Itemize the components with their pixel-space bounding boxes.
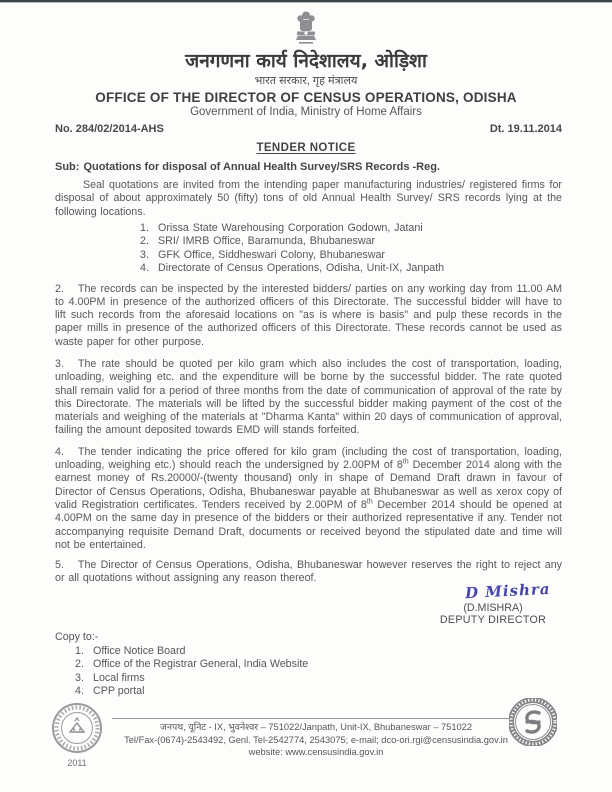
dept-name-hindi: जनगणना कार्य निदेशालय, ओड़िशा xyxy=(185,50,427,72)
signature-block xyxy=(418,579,568,627)
census-logo-year: 2011 xyxy=(67,758,87,768)
footer-address-line1: जनपथ, यूनिट - IX, भुवनेश्वर – 751022/Janpath, Unit-IX, Bhubaneswar – 751022 xyxy=(159,722,473,732)
paragraph-5-text: The Director of Census Operations, Odisha, Bhubaneswar however reserves the right to reject any or all quotations without assigning any reason thereof. xyxy=(55,559,562,585)
swirl-logo xyxy=(509,698,557,746)
location-item xyxy=(140,235,612,248)
handwritten-signature: D Mishra xyxy=(464,579,552,602)
copy-to-section xyxy=(55,631,562,699)
subject-text: Quotations for disposal of Annual Health Survey/SRS Records -Reg. xyxy=(83,161,440,173)
paragraph-2 xyxy=(55,283,562,349)
location-item xyxy=(140,222,612,235)
copy-to-item xyxy=(75,685,562,698)
subject-line xyxy=(55,161,562,173)
copy-to-item xyxy=(75,658,562,671)
location-text: Directorate of Census Operations, Odisha, Unit-IX, Janpath xyxy=(158,262,445,275)
para-number: 5. xyxy=(55,559,64,572)
scan-edge-artifact-light xyxy=(0,2,612,3)
footer-address-line3: website: www.censusindia.gov.in xyxy=(248,747,384,758)
signer-name: (D.MISHRA) xyxy=(463,601,523,614)
list-number: 4. xyxy=(140,262,149,275)
census-2011-logo xyxy=(48,702,106,768)
list-number: 1. xyxy=(75,645,84,658)
paragraph-3-text: The rate should be quoted per kilo gram which also includes the cost of transportation, loading, unloading, weighing etc. and the expenditure will be borne by the successful bidder. The rate quoted shall remain valid for a period of three months from the date of communication of approval of the rate by this Directorate. The materials will be lifted by the successful bidder making payment of the cost of the materials and weighing of the materials at "Dharma Kanta" within 20 days of communication of approval, failing the amount deposited towards EMD will stands forfeited. xyxy=(55,358,562,437)
paragraph-4 xyxy=(55,446,562,552)
copy-to-text: Office Notice Board xyxy=(93,645,186,658)
reference-row xyxy=(55,123,562,135)
copy-to-text: CPP portal xyxy=(93,685,145,698)
swirl-logo-icon xyxy=(509,698,557,746)
copy-to-text: Local firms xyxy=(93,671,145,684)
intro-paragraph: Seal quotations are invited from the intending paper manufacturing industries/ registered firms for disposal of about approximately 50 (fifty) tons of old Annual Health Survey/ SRS records lying at the following locations. xyxy=(55,179,562,218)
copy-to-text: Office of the Registrar General, India Website xyxy=(93,658,309,671)
copy-to-item xyxy=(75,672,562,685)
notice-title: TENDER NOTICE xyxy=(256,142,356,154)
location-text: SRI/ IMRB Office, Baramunda, Bhubaneswar xyxy=(158,235,376,248)
location-item xyxy=(140,249,612,262)
letter-date: Dt. 19.11.2014 xyxy=(489,123,562,135)
subject-label: Sub: xyxy=(55,161,80,173)
footer-divider-line xyxy=(112,718,544,719)
paragraph-2-text: The records can be inspected by the interested bidders/ parties on any working day from 11.00 AM to 4.00PM in presence of the authorized officers of this Directorate. The successful bidder will have to lift such records from the aforesaid locations on "as is where is basis" and pulp these records in the paper mills in presence of the authorized officers of this Directorate. These records cannot be used as waste paper for other purpose. xyxy=(55,282,562,348)
copy-to-list xyxy=(75,645,562,699)
para-number: 4. xyxy=(55,445,64,458)
government-line: Government of India, Ministry of Home Affairs xyxy=(190,106,422,118)
para-number: 3. xyxy=(55,358,64,370)
location-text: GFK Office, Siddheswari Colony, Bhubaneswar xyxy=(158,248,385,261)
list-number: 2. xyxy=(75,658,84,671)
ordinal-superscript: th xyxy=(366,498,373,506)
para-number: 2. xyxy=(55,282,64,295)
office-title: OFFICE OF THE DIRECTOR OF CENSUS OPERATIONS, ODISHA xyxy=(95,90,517,105)
list-number: 3. xyxy=(140,248,149,261)
paragraph-4-text-3: December 2014 should be opened at 4.00PM on the same day in presence of the bidders or their authorized representative if any. Tender not accompanying requisite Demand Draft, documents or received beyond the stipulated date and time will not be entertained. xyxy=(55,498,562,551)
reference-number: No. 284/02/2014-AHS xyxy=(55,123,164,135)
location-text: Orissa State Warehousing Corporation Godown, Jatani xyxy=(158,221,423,234)
census-2011-logo-icon xyxy=(51,702,103,754)
ashoka-emblem-icon xyxy=(291,9,321,47)
copy-to-item xyxy=(75,645,562,658)
signer-designation: DEPUTY DIRECTOR xyxy=(439,614,547,627)
paragraph-4-text-1: The tender indicating the price offered for kilo gram (including the cost of transportation, loading, unloading, weighing etc.) should reach the undersigned by 2.00PM of 8 xyxy=(55,445,562,472)
ministry-name-hindi: भारत सरकार, गृह मंत्रालय xyxy=(254,75,358,87)
list-number: 1. xyxy=(140,221,149,234)
paragraph-4-text-2: December 2014 along with the earnest money of Rs.20000/-(twenty thousand) only in shape of Demand Draft drawn in favour of Director of Census Operations, Odisha, Bhubaneswar payable at Bhubaneswar as well as xerox copy of valid Registration certificates. Tenders received by 2.00PM of 8 xyxy=(55,459,562,511)
ordinal-superscript: th xyxy=(402,458,409,466)
letterhead-footer xyxy=(0,698,612,778)
list-number: 4. xyxy=(75,685,84,698)
list-number: 2. xyxy=(140,235,149,248)
locations-list xyxy=(140,222,612,276)
list-number: 3. xyxy=(75,671,84,684)
location-item xyxy=(140,262,612,275)
paragraph-3 xyxy=(55,358,562,438)
footer-address xyxy=(100,721,532,759)
footer-address-line2: Tel/Fax-(0674)-2543492, Genl. Tel-2542774, 2543075; e-mail; dco-ori.rgi@censusindia.gov.in xyxy=(124,734,508,745)
copy-to-label: Copy to:- xyxy=(55,630,99,643)
